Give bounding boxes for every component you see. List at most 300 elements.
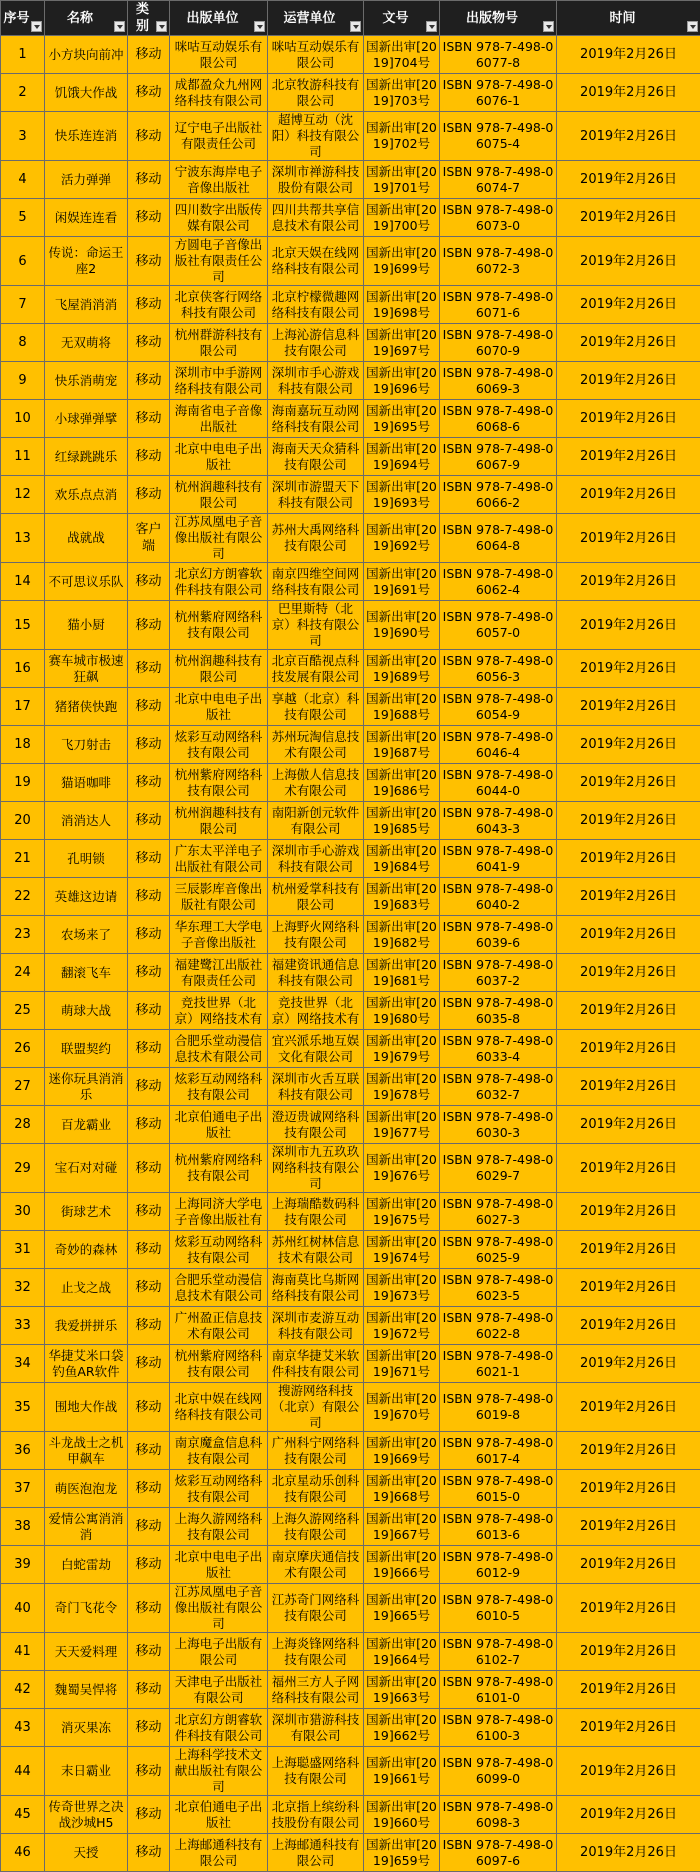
cell-approval-no[interactable] bbox=[364, 476, 440, 514]
cell-date[interactable] bbox=[557, 1796, 700, 1834]
cell-operator[interactable] bbox=[268, 1470, 364, 1508]
cell-operator[interactable] bbox=[268, 1068, 364, 1106]
cell-category[interactable] bbox=[128, 1144, 170, 1193]
cell-category[interactable] bbox=[128, 1671, 170, 1709]
cell-index[interactable] bbox=[1, 161, 45, 199]
cell-approval-no[interactable] bbox=[364, 1747, 440, 1796]
cell-operator[interactable] bbox=[268, 601, 364, 650]
cell-category[interactable] bbox=[128, 1345, 170, 1383]
cell-name[interactable] bbox=[45, 992, 128, 1030]
cell-date[interactable] bbox=[557, 840, 700, 878]
cell-publisher[interactable] bbox=[170, 1584, 268, 1633]
cell-name[interactable] bbox=[45, 1193, 128, 1231]
cell-isbn[interactable] bbox=[440, 112, 557, 161]
cell-category[interactable] bbox=[128, 1269, 170, 1307]
cell-index[interactable] bbox=[1, 563, 45, 601]
cell-name[interactable] bbox=[45, 1508, 128, 1546]
cell-date[interactable] bbox=[557, 954, 700, 992]
filter-dropdown-icon[interactable] bbox=[687, 21, 698, 32]
column-header-publisher[interactable]: 出版单位 bbox=[170, 1, 268, 36]
cell-approval-no[interactable] bbox=[364, 1796, 440, 1834]
filter-dropdown-icon[interactable] bbox=[350, 21, 361, 32]
cell-date[interactable] bbox=[557, 286, 700, 324]
cell-isbn[interactable] bbox=[440, 878, 557, 916]
cell-date[interactable] bbox=[557, 1144, 700, 1193]
cell-operator[interactable] bbox=[268, 1633, 364, 1671]
cell-approval-no[interactable] bbox=[364, 1030, 440, 1068]
cell-approval-no[interactable] bbox=[364, 237, 440, 286]
cell-index[interactable] bbox=[1, 1508, 45, 1546]
cell-publisher[interactable] bbox=[170, 954, 268, 992]
cell-index[interactable] bbox=[1, 324, 45, 362]
cell-publisher[interactable] bbox=[170, 1383, 268, 1432]
cell-publisher[interactable] bbox=[170, 1709, 268, 1747]
cell-operator[interactable] bbox=[268, 954, 364, 992]
cell-index[interactable] bbox=[1, 1709, 45, 1747]
cell-isbn[interactable] bbox=[440, 1470, 557, 1508]
cell-index[interactable] bbox=[1, 1546, 45, 1584]
cell-operator[interactable] bbox=[268, 1193, 364, 1231]
cell-index[interactable] bbox=[1, 1633, 45, 1671]
cell-publisher[interactable] bbox=[170, 916, 268, 954]
cell-name[interactable] bbox=[45, 688, 128, 726]
cell-date[interactable] bbox=[557, 362, 700, 400]
cell-operator[interactable] bbox=[268, 1584, 364, 1633]
cell-operator[interactable] bbox=[268, 764, 364, 802]
cell-isbn[interactable] bbox=[440, 1345, 557, 1383]
cell-operator[interactable] bbox=[268, 199, 364, 237]
cell-operator[interactable] bbox=[268, 1671, 364, 1709]
cell-name[interactable] bbox=[45, 199, 128, 237]
cell-name[interactable] bbox=[45, 878, 128, 916]
cell-index[interactable] bbox=[1, 802, 45, 840]
cell-approval-no[interactable] bbox=[364, 324, 440, 362]
cell-name[interactable] bbox=[45, 286, 128, 324]
cell-category[interactable] bbox=[128, 726, 170, 764]
cell-publisher[interactable] bbox=[170, 1231, 268, 1269]
column-header-index[interactable]: 序号 bbox=[1, 1, 45, 36]
cell-publisher[interactable] bbox=[170, 1068, 268, 1106]
cell-operator[interactable] bbox=[268, 992, 364, 1030]
cell-category[interactable] bbox=[128, 1546, 170, 1584]
cell-isbn[interactable] bbox=[440, 514, 557, 563]
cell-approval-no[interactable] bbox=[364, 1709, 440, 1747]
cell-approval-no[interactable] bbox=[364, 1231, 440, 1269]
cell-approval-no[interactable] bbox=[364, 36, 440, 74]
cell-approval-no[interactable] bbox=[364, 601, 440, 650]
cell-date[interactable] bbox=[557, 916, 700, 954]
cell-name[interactable] bbox=[45, 1106, 128, 1144]
cell-category[interactable] bbox=[128, 74, 170, 112]
cell-category[interactable] bbox=[128, 1106, 170, 1144]
cell-index[interactable] bbox=[1, 74, 45, 112]
cell-index[interactable] bbox=[1, 1796, 45, 1834]
cell-isbn[interactable] bbox=[440, 1796, 557, 1834]
cell-index[interactable] bbox=[1, 237, 45, 286]
cell-name[interactable] bbox=[45, 1269, 128, 1307]
cell-name[interactable] bbox=[45, 324, 128, 362]
cell-date[interactable] bbox=[557, 1470, 700, 1508]
cell-date[interactable] bbox=[557, 1307, 700, 1345]
cell-operator[interactable] bbox=[268, 802, 364, 840]
cell-date[interactable] bbox=[557, 400, 700, 438]
cell-operator[interactable] bbox=[268, 1307, 364, 1345]
cell-name[interactable] bbox=[45, 1709, 128, 1747]
cell-isbn[interactable] bbox=[440, 1030, 557, 1068]
cell-isbn[interactable] bbox=[440, 563, 557, 601]
filter-dropdown-icon[interactable] bbox=[254, 21, 265, 32]
cell-index[interactable] bbox=[1, 36, 45, 74]
cell-operator[interactable] bbox=[268, 1144, 364, 1193]
cell-approval-no[interactable] bbox=[364, 1383, 440, 1432]
cell-approval-no[interactable] bbox=[364, 1508, 440, 1546]
cell-index[interactable] bbox=[1, 1584, 45, 1633]
cell-category[interactable] bbox=[128, 112, 170, 161]
cell-publisher[interactable] bbox=[170, 286, 268, 324]
cell-publisher[interactable] bbox=[170, 1508, 268, 1546]
cell-isbn[interactable] bbox=[440, 1269, 557, 1307]
cell-operator[interactable] bbox=[268, 400, 364, 438]
cell-category[interactable] bbox=[128, 1383, 170, 1432]
cell-publisher[interactable] bbox=[170, 74, 268, 112]
cell-date[interactable] bbox=[557, 1432, 700, 1470]
cell-approval-no[interactable] bbox=[364, 514, 440, 563]
cell-operator[interactable] bbox=[268, 36, 364, 74]
cell-publisher[interactable] bbox=[170, 1269, 268, 1307]
cell-date[interactable] bbox=[557, 1747, 700, 1796]
cell-category[interactable] bbox=[128, 1470, 170, 1508]
cell-name[interactable] bbox=[45, 916, 128, 954]
cell-index[interactable] bbox=[1, 1030, 45, 1068]
cell-publisher[interactable] bbox=[170, 726, 268, 764]
cell-index[interactable] bbox=[1, 438, 45, 476]
cell-operator[interactable] bbox=[268, 726, 364, 764]
cell-isbn[interactable] bbox=[440, 161, 557, 199]
cell-category[interactable] bbox=[128, 438, 170, 476]
cell-name[interactable] bbox=[45, 840, 128, 878]
cell-name[interactable] bbox=[45, 1307, 128, 1345]
cell-date[interactable] bbox=[557, 1671, 700, 1709]
cell-isbn[interactable] bbox=[440, 601, 557, 650]
cell-publisher[interactable] bbox=[170, 764, 268, 802]
cell-category[interactable] bbox=[128, 1508, 170, 1546]
cell-approval-no[interactable] bbox=[364, 1546, 440, 1584]
cell-name[interactable] bbox=[45, 601, 128, 650]
cell-index[interactable] bbox=[1, 764, 45, 802]
cell-category[interactable] bbox=[128, 954, 170, 992]
filter-dropdown-icon[interactable] bbox=[156, 21, 167, 32]
cell-publisher[interactable] bbox=[170, 992, 268, 1030]
cell-category[interactable] bbox=[128, 650, 170, 688]
cell-approval-no[interactable] bbox=[364, 764, 440, 802]
cell-isbn[interactable] bbox=[440, 1307, 557, 1345]
cell-category[interactable] bbox=[128, 840, 170, 878]
cell-name[interactable] bbox=[45, 1432, 128, 1470]
cell-publisher[interactable] bbox=[170, 1030, 268, 1068]
cell-name[interactable] bbox=[45, 1546, 128, 1584]
cell-operator[interactable] bbox=[268, 74, 364, 112]
cell-category[interactable] bbox=[128, 916, 170, 954]
cell-name[interactable] bbox=[45, 1747, 128, 1796]
cell-index[interactable] bbox=[1, 1068, 45, 1106]
cell-index[interactable] bbox=[1, 514, 45, 563]
cell-operator[interactable] bbox=[268, 1546, 364, 1584]
cell-isbn[interactable] bbox=[440, 476, 557, 514]
cell-approval-no[interactable] bbox=[364, 112, 440, 161]
cell-operator[interactable] bbox=[268, 286, 364, 324]
cell-publisher[interactable] bbox=[170, 840, 268, 878]
cell-isbn[interactable] bbox=[440, 199, 557, 237]
cell-date[interactable] bbox=[557, 1383, 700, 1432]
column-header-category[interactable]: 类别 bbox=[128, 1, 170, 36]
cell-operator[interactable] bbox=[268, 878, 364, 916]
cell-publisher[interactable] bbox=[170, 1193, 268, 1231]
cell-operator[interactable] bbox=[268, 161, 364, 199]
cell-category[interactable] bbox=[128, 992, 170, 1030]
cell-operator[interactable] bbox=[268, 1383, 364, 1432]
cell-isbn[interactable] bbox=[440, 438, 557, 476]
cell-category[interactable] bbox=[128, 688, 170, 726]
cell-publisher[interactable] bbox=[170, 514, 268, 563]
cell-operator[interactable] bbox=[268, 237, 364, 286]
cell-name[interactable] bbox=[45, 954, 128, 992]
cell-isbn[interactable] bbox=[440, 1193, 557, 1231]
cell-isbn[interactable] bbox=[440, 992, 557, 1030]
cell-category[interactable] bbox=[128, 563, 170, 601]
cell-date[interactable] bbox=[557, 438, 700, 476]
cell-approval-no[interactable] bbox=[364, 1307, 440, 1345]
cell-approval-no[interactable] bbox=[364, 1834, 440, 1872]
cell-date[interactable] bbox=[557, 1231, 700, 1269]
cell-category[interactable] bbox=[128, 1584, 170, 1633]
cell-isbn[interactable] bbox=[440, 74, 557, 112]
cell-isbn[interactable] bbox=[440, 650, 557, 688]
cell-publisher[interactable] bbox=[170, 1345, 268, 1383]
cell-approval-no[interactable] bbox=[364, 438, 440, 476]
cell-isbn[interactable] bbox=[440, 1633, 557, 1671]
cell-index[interactable] bbox=[1, 688, 45, 726]
cell-category[interactable] bbox=[128, 1796, 170, 1834]
cell-category[interactable] bbox=[128, 1231, 170, 1269]
cell-operator[interactable] bbox=[268, 362, 364, 400]
cell-date[interactable] bbox=[557, 688, 700, 726]
cell-name[interactable] bbox=[45, 1584, 128, 1633]
cell-publisher[interactable] bbox=[170, 878, 268, 916]
cell-category[interactable] bbox=[128, 1432, 170, 1470]
cell-category[interactable] bbox=[128, 161, 170, 199]
cell-category[interactable] bbox=[128, 1030, 170, 1068]
cell-approval-no[interactable] bbox=[364, 878, 440, 916]
cell-approval-no[interactable] bbox=[364, 286, 440, 324]
cell-isbn[interactable] bbox=[440, 1671, 557, 1709]
filter-dropdown-icon[interactable] bbox=[543, 21, 554, 32]
cell-approval-no[interactable] bbox=[364, 1633, 440, 1671]
cell-isbn[interactable] bbox=[440, 324, 557, 362]
cell-operator[interactable] bbox=[268, 324, 364, 362]
cell-approval-no[interactable] bbox=[364, 650, 440, 688]
cell-publisher[interactable] bbox=[170, 1796, 268, 1834]
cell-publisher[interactable] bbox=[170, 1747, 268, 1796]
cell-category[interactable] bbox=[128, 36, 170, 74]
cell-name[interactable] bbox=[45, 112, 128, 161]
cell-index[interactable] bbox=[1, 199, 45, 237]
cell-name[interactable] bbox=[45, 802, 128, 840]
cell-publisher[interactable] bbox=[170, 650, 268, 688]
cell-index[interactable] bbox=[1, 1193, 45, 1231]
cell-operator[interactable] bbox=[268, 112, 364, 161]
cell-approval-no[interactable] bbox=[364, 362, 440, 400]
cell-name[interactable] bbox=[45, 362, 128, 400]
cell-date[interactable] bbox=[557, 1193, 700, 1231]
cell-date[interactable] bbox=[557, 74, 700, 112]
cell-date[interactable] bbox=[557, 36, 700, 74]
cell-publisher[interactable] bbox=[170, 112, 268, 161]
cell-isbn[interactable] bbox=[440, 362, 557, 400]
cell-index[interactable] bbox=[1, 1671, 45, 1709]
cell-isbn[interactable] bbox=[440, 1834, 557, 1872]
cell-name[interactable] bbox=[45, 650, 128, 688]
cell-category[interactable] bbox=[128, 324, 170, 362]
cell-name[interactable] bbox=[45, 237, 128, 286]
cell-category[interactable] bbox=[128, 1709, 170, 1747]
cell-approval-no[interactable] bbox=[364, 688, 440, 726]
cell-operator[interactable] bbox=[268, 650, 364, 688]
column-header-date[interactable]: 时间 bbox=[557, 1, 700, 36]
cell-index[interactable] bbox=[1, 1383, 45, 1432]
cell-approval-no[interactable] bbox=[364, 74, 440, 112]
cell-date[interactable] bbox=[557, 324, 700, 362]
cell-isbn[interactable] bbox=[440, 802, 557, 840]
cell-name[interactable] bbox=[45, 1345, 128, 1383]
cell-date[interactable] bbox=[557, 992, 700, 1030]
cell-date[interactable] bbox=[557, 1633, 700, 1671]
cell-name[interactable] bbox=[45, 726, 128, 764]
cell-publisher[interactable] bbox=[170, 1432, 268, 1470]
cell-index[interactable] bbox=[1, 476, 45, 514]
cell-operator[interactable] bbox=[268, 1432, 364, 1470]
cell-index[interactable] bbox=[1, 1231, 45, 1269]
cell-index[interactable] bbox=[1, 1470, 45, 1508]
cell-approval-no[interactable] bbox=[364, 199, 440, 237]
cell-name[interactable] bbox=[45, 161, 128, 199]
cell-date[interactable] bbox=[557, 112, 700, 161]
cell-approval-no[interactable] bbox=[364, 1432, 440, 1470]
cell-publisher[interactable] bbox=[170, 400, 268, 438]
cell-isbn[interactable] bbox=[440, 1432, 557, 1470]
cell-isbn[interactable] bbox=[440, 400, 557, 438]
cell-publisher[interactable] bbox=[170, 1106, 268, 1144]
cell-category[interactable] bbox=[128, 1747, 170, 1796]
cell-isbn[interactable] bbox=[440, 954, 557, 992]
cell-approval-no[interactable] bbox=[364, 161, 440, 199]
cell-publisher[interactable] bbox=[170, 1144, 268, 1193]
cell-isbn[interactable] bbox=[440, 36, 557, 74]
cell-name[interactable] bbox=[45, 1383, 128, 1432]
cell-index[interactable] bbox=[1, 650, 45, 688]
cell-publisher[interactable] bbox=[170, 563, 268, 601]
cell-isbn[interactable] bbox=[440, 1068, 557, 1106]
filter-dropdown-icon[interactable] bbox=[114, 21, 125, 32]
cell-isbn[interactable] bbox=[440, 840, 557, 878]
cell-name[interactable] bbox=[45, 1796, 128, 1834]
cell-isbn[interactable] bbox=[440, 726, 557, 764]
cell-isbn[interactable] bbox=[440, 1546, 557, 1584]
cell-category[interactable] bbox=[128, 764, 170, 802]
cell-publisher[interactable] bbox=[170, 324, 268, 362]
cell-name[interactable] bbox=[45, 1834, 128, 1872]
cell-category[interactable] bbox=[128, 237, 170, 286]
cell-index[interactable] bbox=[1, 1834, 45, 1872]
cell-category[interactable] bbox=[128, 286, 170, 324]
cell-publisher[interactable] bbox=[170, 362, 268, 400]
cell-publisher[interactable] bbox=[170, 237, 268, 286]
cell-operator[interactable] bbox=[268, 476, 364, 514]
cell-name[interactable] bbox=[45, 563, 128, 601]
cell-approval-no[interactable] bbox=[364, 840, 440, 878]
cell-name[interactable] bbox=[45, 1030, 128, 1068]
cell-operator[interactable] bbox=[268, 1796, 364, 1834]
cell-publisher[interactable] bbox=[170, 1470, 268, 1508]
cell-approval-no[interactable] bbox=[364, 916, 440, 954]
cell-category[interactable] bbox=[128, 400, 170, 438]
cell-category[interactable] bbox=[128, 1307, 170, 1345]
cell-approval-no[interactable] bbox=[364, 1068, 440, 1106]
cell-approval-no[interactable] bbox=[364, 1269, 440, 1307]
cell-approval-no[interactable] bbox=[364, 954, 440, 992]
cell-date[interactable] bbox=[557, 1269, 700, 1307]
cell-isbn[interactable] bbox=[440, 764, 557, 802]
cell-index[interactable] bbox=[1, 1747, 45, 1796]
cell-operator[interactable] bbox=[268, 514, 364, 563]
cell-approval-no[interactable] bbox=[364, 1671, 440, 1709]
cell-operator[interactable] bbox=[268, 1106, 364, 1144]
filter-dropdown-icon[interactable] bbox=[31, 21, 42, 32]
cell-category[interactable] bbox=[128, 199, 170, 237]
cell-date[interactable] bbox=[557, 1546, 700, 1584]
cell-index[interactable] bbox=[1, 112, 45, 161]
cell-index[interactable] bbox=[1, 1144, 45, 1193]
cell-publisher[interactable] bbox=[170, 1546, 268, 1584]
cell-index[interactable] bbox=[1, 726, 45, 764]
cell-name[interactable] bbox=[45, 1633, 128, 1671]
cell-category[interactable] bbox=[128, 1068, 170, 1106]
cell-operator[interactable] bbox=[268, 1269, 364, 1307]
cell-approval-no[interactable] bbox=[364, 400, 440, 438]
cell-publisher[interactable] bbox=[170, 1834, 268, 1872]
cell-publisher[interactable] bbox=[170, 36, 268, 74]
cell-date[interactable] bbox=[557, 601, 700, 650]
cell-index[interactable] bbox=[1, 601, 45, 650]
cell-category[interactable] bbox=[128, 1633, 170, 1671]
cell-date[interactable] bbox=[557, 514, 700, 563]
cell-date[interactable] bbox=[557, 1068, 700, 1106]
cell-publisher[interactable] bbox=[170, 688, 268, 726]
cell-date[interactable] bbox=[557, 802, 700, 840]
cell-approval-no[interactable] bbox=[364, 1106, 440, 1144]
cell-index[interactable] bbox=[1, 1307, 45, 1345]
cell-publisher[interactable] bbox=[170, 476, 268, 514]
cell-index[interactable] bbox=[1, 286, 45, 324]
cell-date[interactable] bbox=[557, 199, 700, 237]
cell-publisher[interactable] bbox=[170, 438, 268, 476]
cell-date[interactable] bbox=[557, 1345, 700, 1383]
cell-isbn[interactable] bbox=[440, 1106, 557, 1144]
cell-name[interactable] bbox=[45, 764, 128, 802]
cell-operator[interactable] bbox=[268, 1834, 364, 1872]
column-header-operator[interactable]: 运营单位 bbox=[268, 1, 364, 36]
cell-name[interactable] bbox=[45, 438, 128, 476]
cell-name[interactable] bbox=[45, 1231, 128, 1269]
